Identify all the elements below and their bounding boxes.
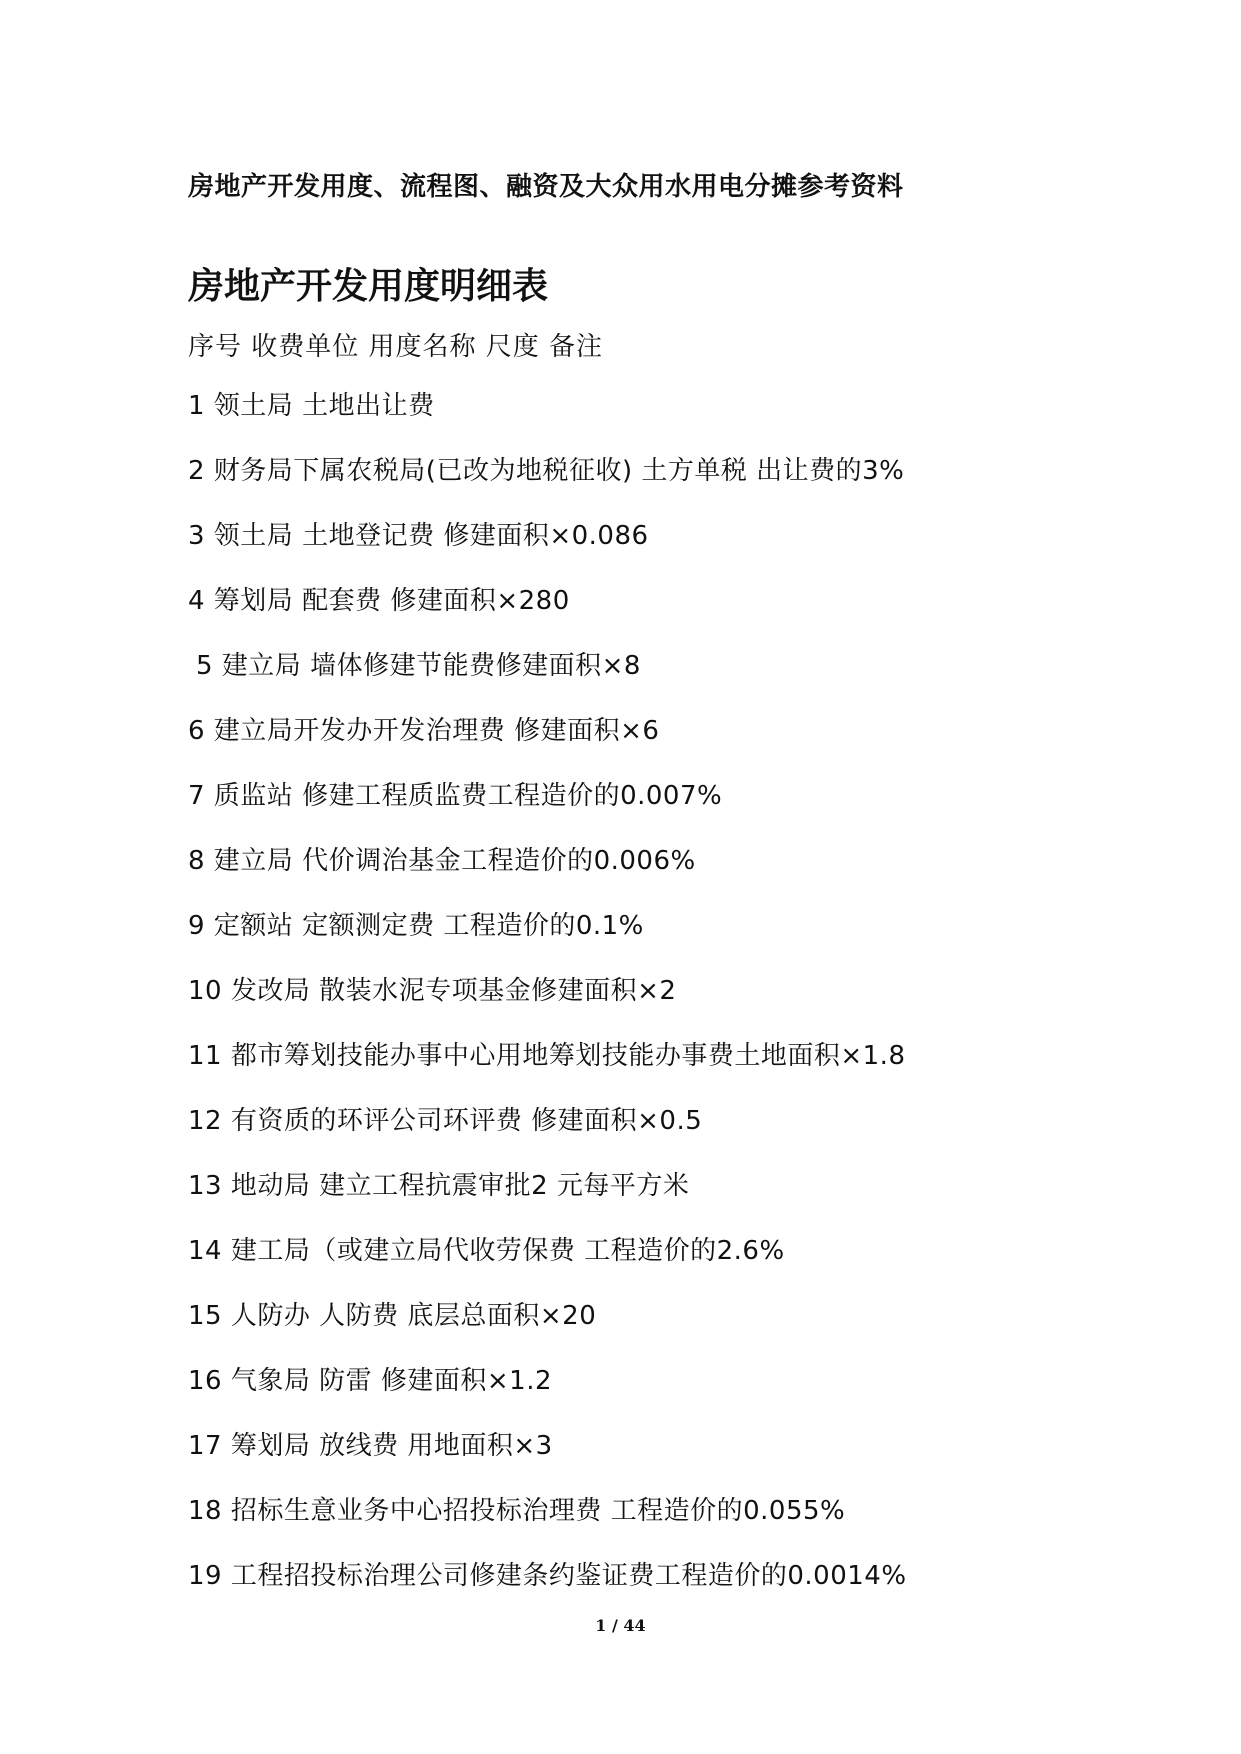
list-item: 9 定额站 定额测定费 工程造价的0.1% (188, 911, 644, 941)
list-item: 7 质监站 修建工程质监费工程造价的0.007% (188, 781, 723, 811)
list-item: 6 建立局开发办开发治理费 修建面积×6 (188, 716, 660, 746)
list-item: 18 招标生意业务中心招投标治理费 工程造价的0.055% (188, 1496, 846, 1526)
list-item: 11 都市筹划技能办事中心用地筹划技能办事费土地面积×1.8 (188, 1041, 906, 1071)
list-item: 8 建立局 代价调治基金工程造价的0.006% (188, 846, 696, 876)
list-item: 14 建工局（或建立局代收劳保费 工程造价的2.6% (188, 1236, 785, 1266)
page-number: 1 / 44 (595, 1616, 646, 1635)
list-item: 12 有资质的环评公司环评费 修建面积×0.5 (188, 1106, 703, 1136)
list-item: 5 建立局 墙体修建节能费修建面积×8 (196, 651, 641, 681)
list-item: 10 发改局 散装水泥专项基金修建面积×2 (188, 976, 677, 1006)
section-heading: 房地产开发用度明细表 (188, 266, 549, 307)
list-item: 2 财务局下属农税局(已改为地税征收) 土方单税 出让费的3% (188, 456, 905, 486)
list-item: 17 筹划局 放线费 用地面积×3 (188, 1431, 553, 1461)
list-item: 19 工程招投标治理公司修建条约鉴证费工程造价的0.0014% (188, 1561, 907, 1591)
document-title: 房地产开发用度、流程图、融资及大众用水用电分摊参考资料 (188, 172, 904, 202)
list-item: 13 地动局 建立工程抗震审批2 元每平方米 (188, 1171, 690, 1201)
list-item: 1 领土局 土地出让费 (188, 391, 435, 421)
list-item: 3 领土局 土地登记费 修建面积×0.086 (188, 521, 649, 551)
list-item: 16 气象局 防雷 修建面积×1.2 (188, 1366, 553, 1396)
fee-list (188, 390, 907, 1625)
list-item: 4 筹划局 配套费 修建面积×280 (188, 586, 570, 616)
list-item: 15 人防办 人防费 底层总面积×20 (188, 1301, 597, 1331)
table-column-header: 序号 收费单位 用度名称 尺度 备注 (188, 332, 604, 362)
